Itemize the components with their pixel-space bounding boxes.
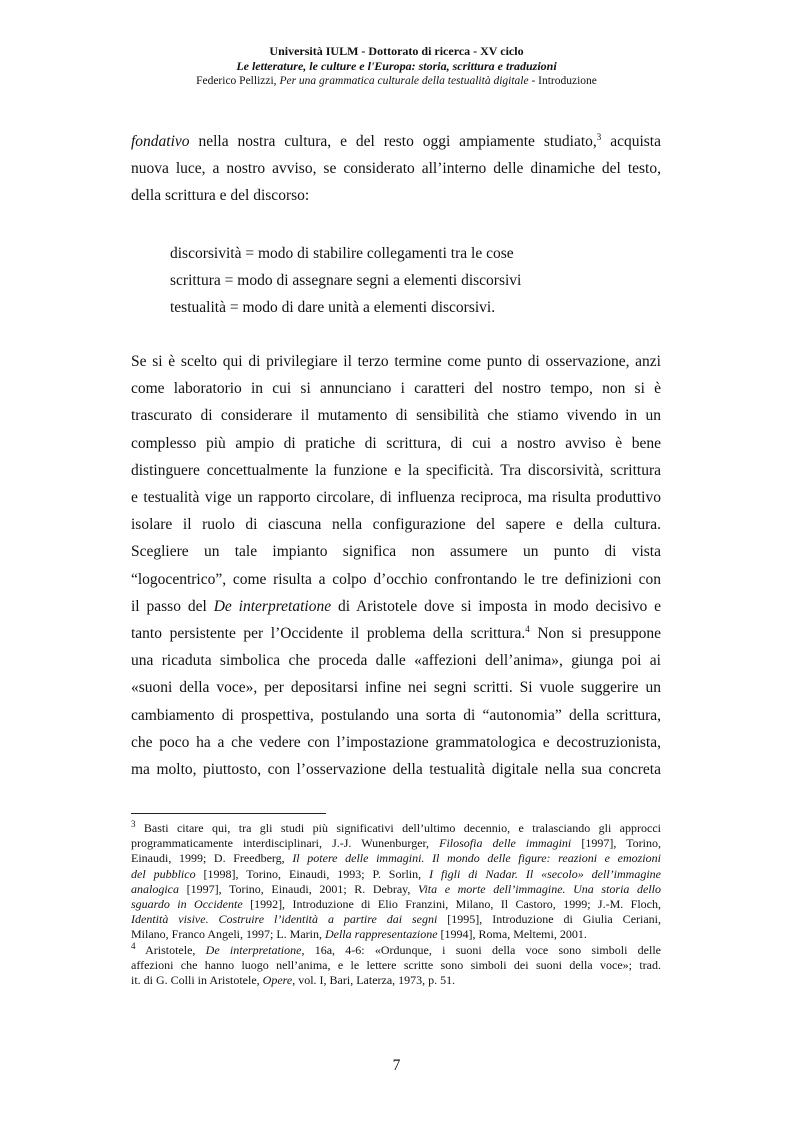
text-line: Se si è scelto qui di privilegiare il terzo termine come punto di osservazione, anzi <box>131 353 661 370</box>
text-line: come laboratorio in cui si annunciano i caratteri del nostro tempo, non si è <box>131 380 661 398</box>
footnote-3: $^3$ Basti citare qui, tra gli studi più significativi dell’ultimo decennio, e tralasciando gli approcci programmaticamente interdisciplinari, J.-J. Wunenburger, Filosofia delle immagini [1997], Torino, Einaudi, 1999; D. Freedberg, Il potere delle immagini. Il mondo delle figure: reazioni e emozioni del pubblico [1998], Torino, Einaudi, 1993; P. Sorlin, I figli di Nadar. Il «secolo» dell’immagine analogica [1997], Torino, Einaudi, 2001; R. Debray, Vita e morte dell’immagine. Una storia dello sguardo in Occidente [1992], Introduzione di Elio Franzini, Milano, Il Castoro, 1999; J.-M. Floch, Identità visive. Costruire l’identità a partire dai segni [1995], Introduzione di Giulia Ceriani, Milano, Franco Angeli, 1997; L. Marin, Della rappresentazione [1994], Roma, Meltemi, 2001. <box>131 819 662 942</box>
text-line: e testualità vige un rapporto circolare, di influenza reciproca, ma risulta produttivo <box>131 489 661 507</box>
text-line: il passo del De interpretatione di Aristotele dove si imposta in modo decisivo e <box>131 597 661 615</box>
header-program: Le letterature, le culture e l'Europa: storia, scrittura e traduzioni <box>236 59 557 73</box>
text-line: Scegliere un tale impianto significa non assumere un punto di vista <box>131 543 661 561</box>
paragraph-1 <box>131 128 661 210</box>
page-number: 7 <box>392 1057 401 1074</box>
running-header <box>0 44 793 89</box>
footnote-ref-3[interactable]: 3 <box>596 131 602 142</box>
definition-item: testualità = modo di dare unità a elementi discorsivi. <box>170 299 496 317</box>
text-line: della scrittura e del discorso: <box>131 187 310 205</box>
header-institution: Università IULM - Dottorato di ricerca - XV ciclo <box>269 44 524 58</box>
text-line: una ricaduta simbolica che proceda dalle «affezioni dell’anima», giunga poi ai <box>131 652 661 670</box>
footnote-ref-4[interactable]: 4 <box>525 623 530 634</box>
footnote-separator <box>131 813 326 814</box>
text-line: cambiamento di prospettiva, postulando una sorta di “autonomia” della scrittura, <box>131 706 661 724</box>
text-line: che poco ha a che vedere con l’impostazione grammatologica e decostruzionista, <box>131 733 661 751</box>
header-author-title: Federico Pellizzi, Per una grammatica culturale della testualità digitale - Introduzione <box>196 75 597 87</box>
text-line: complesso più ampio di pratiche di scrittura, di cui a nostro avviso è bene <box>131 434 661 452</box>
definition-item: scrittura = modo di assegnare segni a elementi discorsivi <box>170 272 522 290</box>
footnote-4: $^4$ Aristotele, De interpretatione, 16a, 4-6: «Ordunque, i suoni della voce sono simboli delle affezioni che hanno luogo nell’anima, e le lettere scritte sono simboli dei suoni della voce»; trad. it. di G. Colli in Aristotele, Opere, vol. I, Bari, Laterza, 1973, p. 51. <box>131 940 661 988</box>
definition-item: discorsività = modo di stabilire collegamenti tra le cose <box>170 245 514 262</box>
definitions-list <box>170 240 521 322</box>
text-line: fondativo nella nostra cultura, e del resto oggi ampiamente studiato,$^3$ acquista <box>131 131 661 150</box>
text-line: distinguere concettualmente la funzione e la specificità. Tra discorsività, scrittura <box>131 461 661 479</box>
text-line: «suoni della voce», per depositarsi infine nei segni scritti. Si vuole suggerire un <box>131 679 661 697</box>
paragraph-2 <box>131 348 661 783</box>
text-line: nuova luce, a nostro avviso, se considerato all’interno delle dinamiche del testo, <box>131 160 661 178</box>
text-line: isolare il ruolo di ciascuna nella configurazione del sapere e della cultura. <box>131 516 661 534</box>
footnotes <box>131 821 661 988</box>
text-line: ma molto, piuttosto, con l’osservazione della testualità digitale nella sua concreta <box>131 761 661 779</box>
text-line: trascurato di considerare il mutamento di sensibilità che stiamo vivendo in un <box>131 407 661 425</box>
text-line: “logocentrico”, come risulta a colpo d’occhio confrontando le tre definizioni con <box>131 570 661 588</box>
text-line: tanto persistente per l’Occidente il problema della scrittura.$^4$ Non si presuppone <box>131 623 661 643</box>
